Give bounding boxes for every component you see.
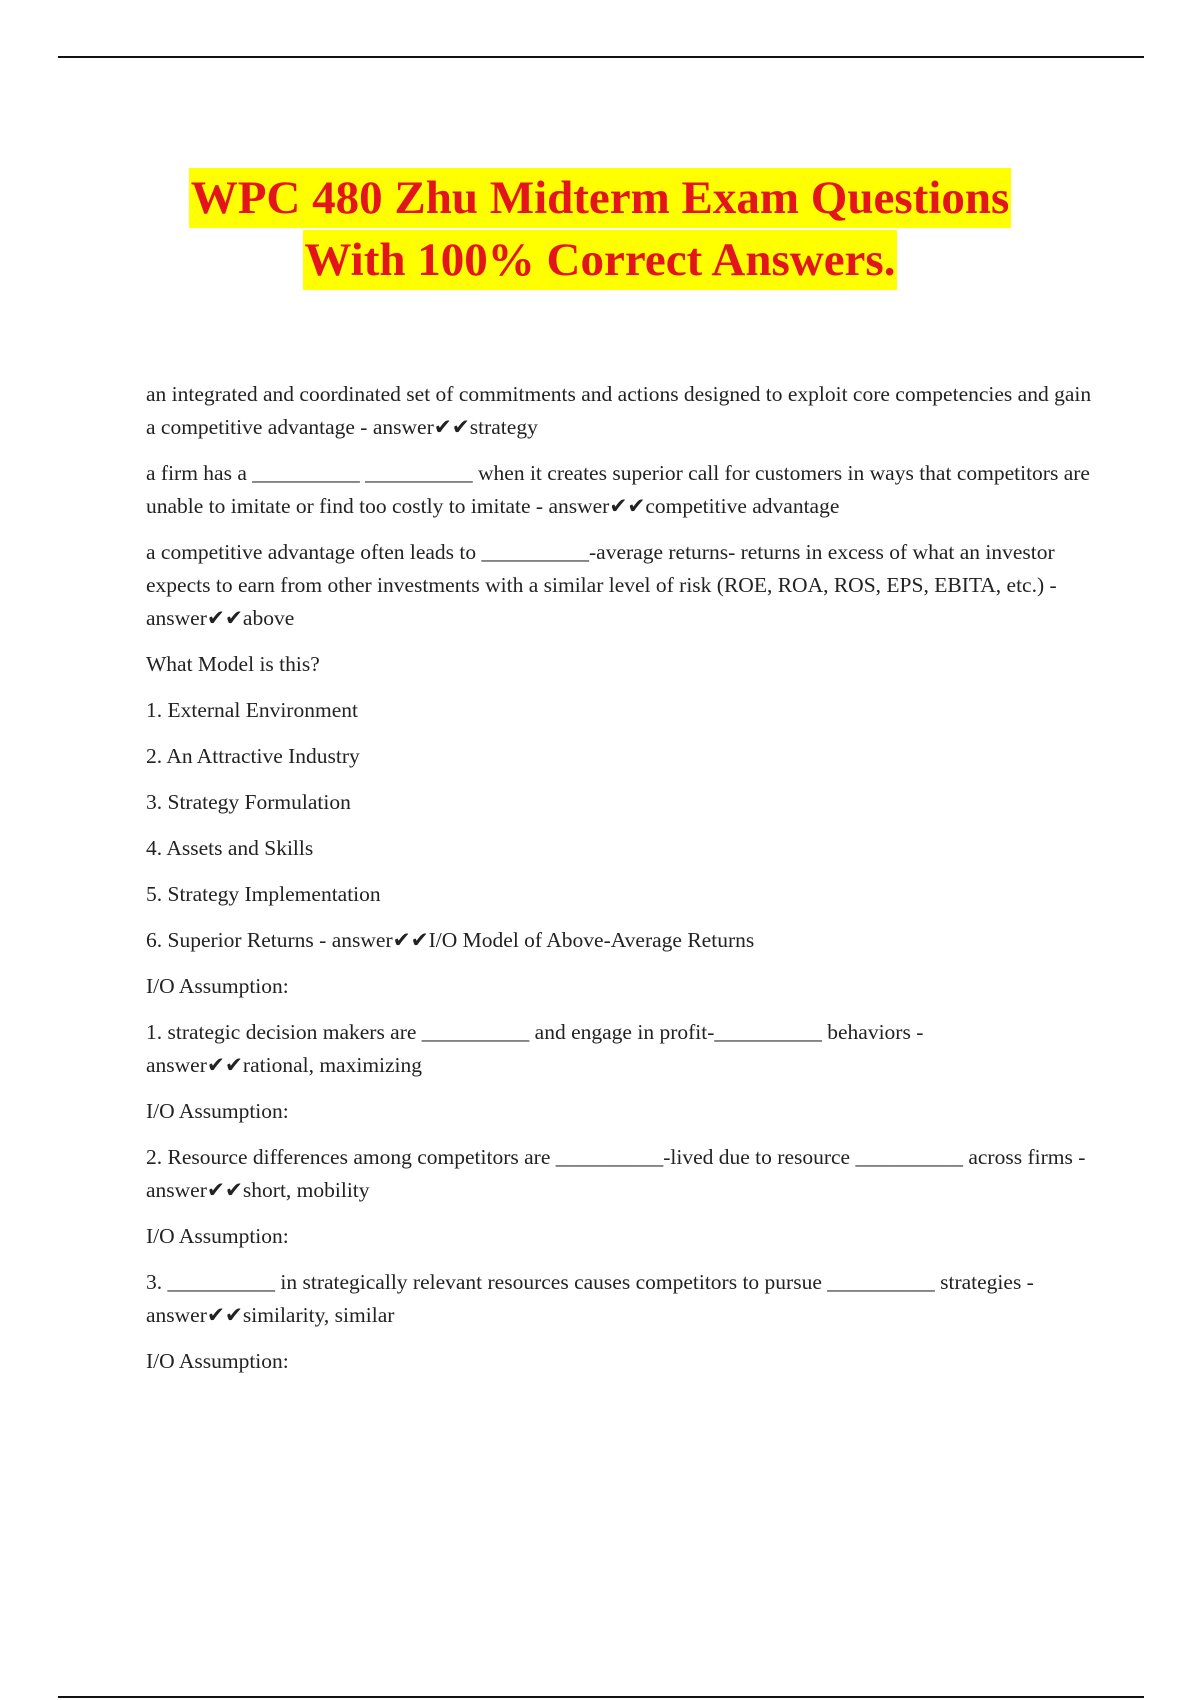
- document-title: [0, 168, 1200, 292]
- paragraph-model-question: What Model is this?: [146, 652, 320, 676]
- bottom-rule: [58, 1696, 1144, 1698]
- list-item-2: 2. An Attractive Industry: [146, 744, 360, 768]
- paragraph-competitive-advantage: a firm has a __________ __________ when it creates superior call for customers in ways that competitors are unable to imitate or find too costly to imitate - answer✔✔competitive advantage: [146, 461, 1090, 518]
- title-line-1: WPC 480 Zhu Midterm Exam Questions: [189, 168, 1012, 228]
- document-body: [146, 378, 1096, 1391]
- io-assumption-1: 1. strategic decision makers are __________ and engage in profit-__________ behaviors - answer✔✔rational, maximizing: [146, 1020, 924, 1077]
- top-rule: [58, 56, 1144, 58]
- list-item-6: 6. Superior Returns - answer✔✔I/O Model of Above-Average Returns: [146, 928, 755, 952]
- io-assumption-heading-1: I/O Assumption:: [146, 974, 289, 998]
- list-item-3: 3. Strategy Formulation: [146, 790, 351, 814]
- io-assumption-heading-3: I/O Assumption:: [146, 1224, 289, 1248]
- io-assumption-3: 3. __________ in strategically relevant resources causes competitors to pursue __________ strategies - answer✔✔similarity, similar: [146, 1270, 1034, 1327]
- io-assumption-2: 2. Resource differences among competitors are __________-lived due to resource __________ across firms - answer✔✔short, mobility: [146, 1145, 1086, 1202]
- paragraph-above-average-returns: a competitive advantage often leads to __________-average returns- returns in excess of what an investor expects to earn from other investments with a similar level of risk (ROE, ROA, ROS, EPS, EBITA, etc.) - answer✔✔above: [146, 540, 1057, 630]
- list-item-4: 4. Assets and Skills: [146, 836, 314, 860]
- io-assumption-heading-2: I/O Assumption:: [146, 1099, 289, 1123]
- list-item-5: 5. Strategy Implementation: [146, 882, 381, 906]
- io-assumption-heading-4: I/O Assumption:: [146, 1349, 289, 1373]
- title-line-2: With 100% Correct Answers.: [303, 230, 898, 290]
- paragraph-strategy: an integrated and coordinated set of commitments and actions designed to exploit core competencies and gain a competitive advantage - answer✔✔strategy: [146, 382, 1092, 439]
- list-item-1: 1. External Environment: [146, 698, 358, 722]
